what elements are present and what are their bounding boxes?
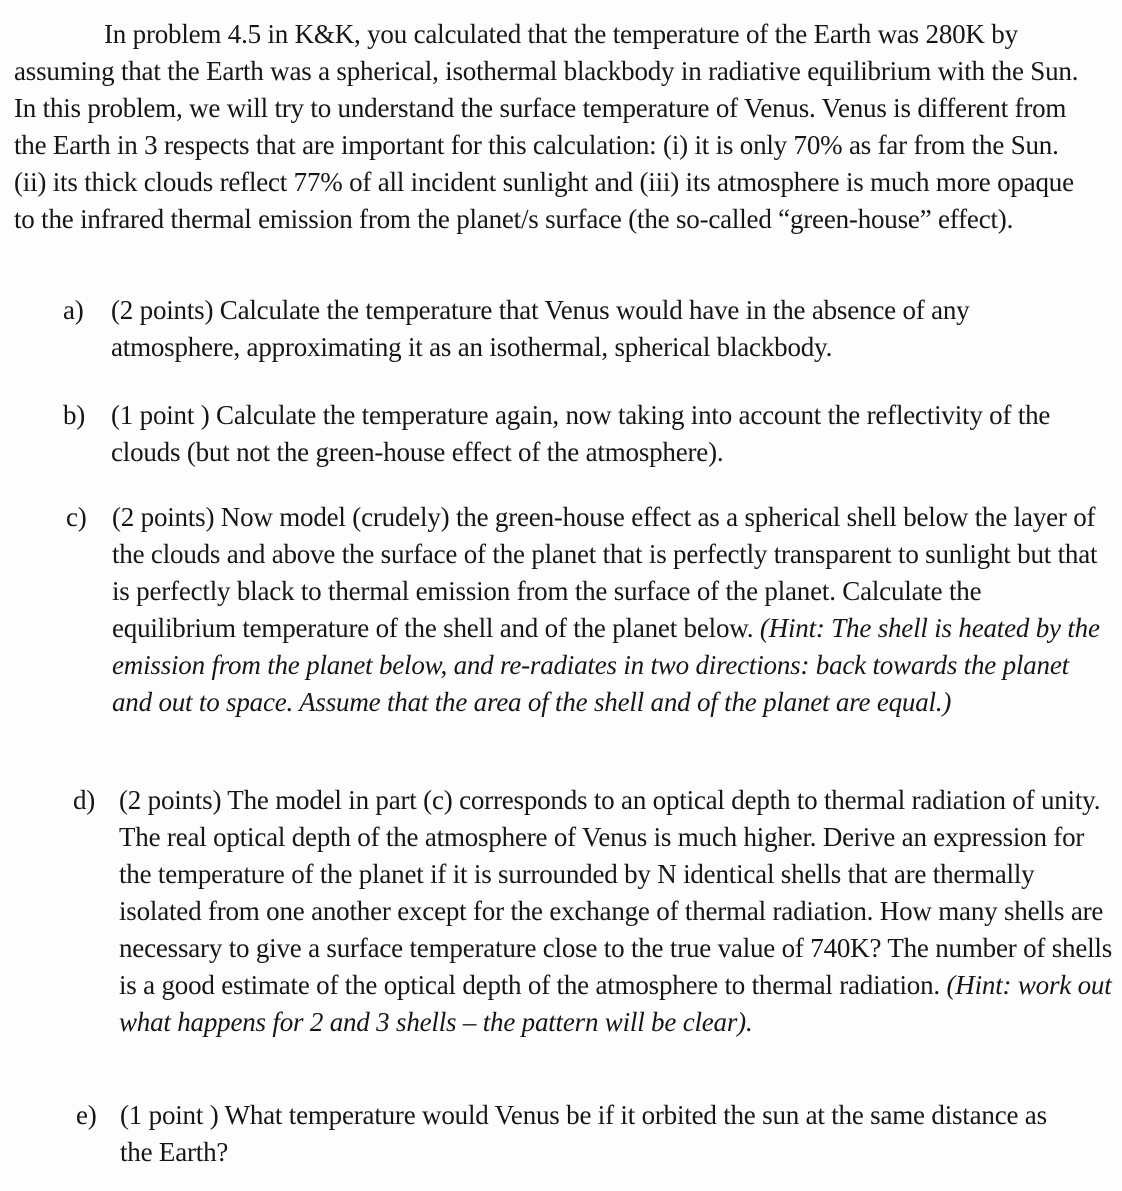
question-c-hint: (Hint: The shell is heated by the emission from the planet below, and re-radiates in two directions: back towards the planet and out to space. Assume that the area of the shell and of the planet are equal.) xyxy=(112,613,1100,717)
question-a-text: (2 points) Calculate the temperature that Venus would have in the absence of any atmosphere, approximating it as an isothermal, spherical blackbody. xyxy=(111,295,970,362)
question-d xyxy=(73,782,1113,1041)
question-c-text: (2 points) Now model (crudely) the green-house effect as a spherical shell below the layer of the clouds and above the surface of the planet that is perfectly transparent to sunlight but that is perfectly black to thermal emission from the surface of the planet. Calculate the equilibrium temperature of the shell and of the planet below. xyxy=(112,502,1098,643)
question-e-label: e) xyxy=(76,1100,97,1130)
problem-intro: In problem 4.5 in K&K, you calculated that the temperature of the Earth was 280K by assuming that the Earth was a spherical, isothermal blackbody in radiative equilibrium with the Sun. In this problem, we will try to understand the surface temperature of Venus. Venus is different from the Earth in 3 respects that are important for this calculation: (i) it is only 70% as far from the Sun. (ii) its thick clouds reflect 77% of all incident sunlight and (iii) its atmosphere is much more opaque to the infrared thermal emission from the planet/s surface (the so-called “green-house” effect). xyxy=(14,19,1079,234)
question-a xyxy=(63,292,1103,366)
question-b xyxy=(63,397,1083,471)
question-d-label: d) xyxy=(73,785,96,815)
question-d-hint: (Hint: work out what happens for 2 and 3 shells – the pattern will be clear). xyxy=(119,970,1112,1037)
question-e-text: (1 point ) What temperature would Venus be if it orbited the sun at the same distance as the Earth? xyxy=(120,1100,1047,1167)
question-b-text: (1 point ) Calculate the temperature again, now taking into account the reflectivity of the clouds (but not the green-house effect of the atmosphere). xyxy=(111,400,1051,467)
question-b-label: b) xyxy=(63,400,86,430)
question-c xyxy=(66,499,1106,721)
question-d-text: (2 points) The model in part (c) corresponds to an optical depth to thermal radiation of unity. The real optical depth of the atmosphere of Venus is much higher. Derive an expression for the temperature of the planet if it is surrounded by N identical shells that are thermally isolated from one another except for the exchange of thermal radiation. How many shells are necessary to give a surface temperature close to the true value of 740K? The number of shells is a good estimate of the optical depth of the atmosphere to thermal radiation. xyxy=(119,785,1113,1000)
question-a-label: a) xyxy=(63,295,84,325)
question-e xyxy=(76,1097,1076,1171)
question-c-label: c) xyxy=(66,502,87,532)
